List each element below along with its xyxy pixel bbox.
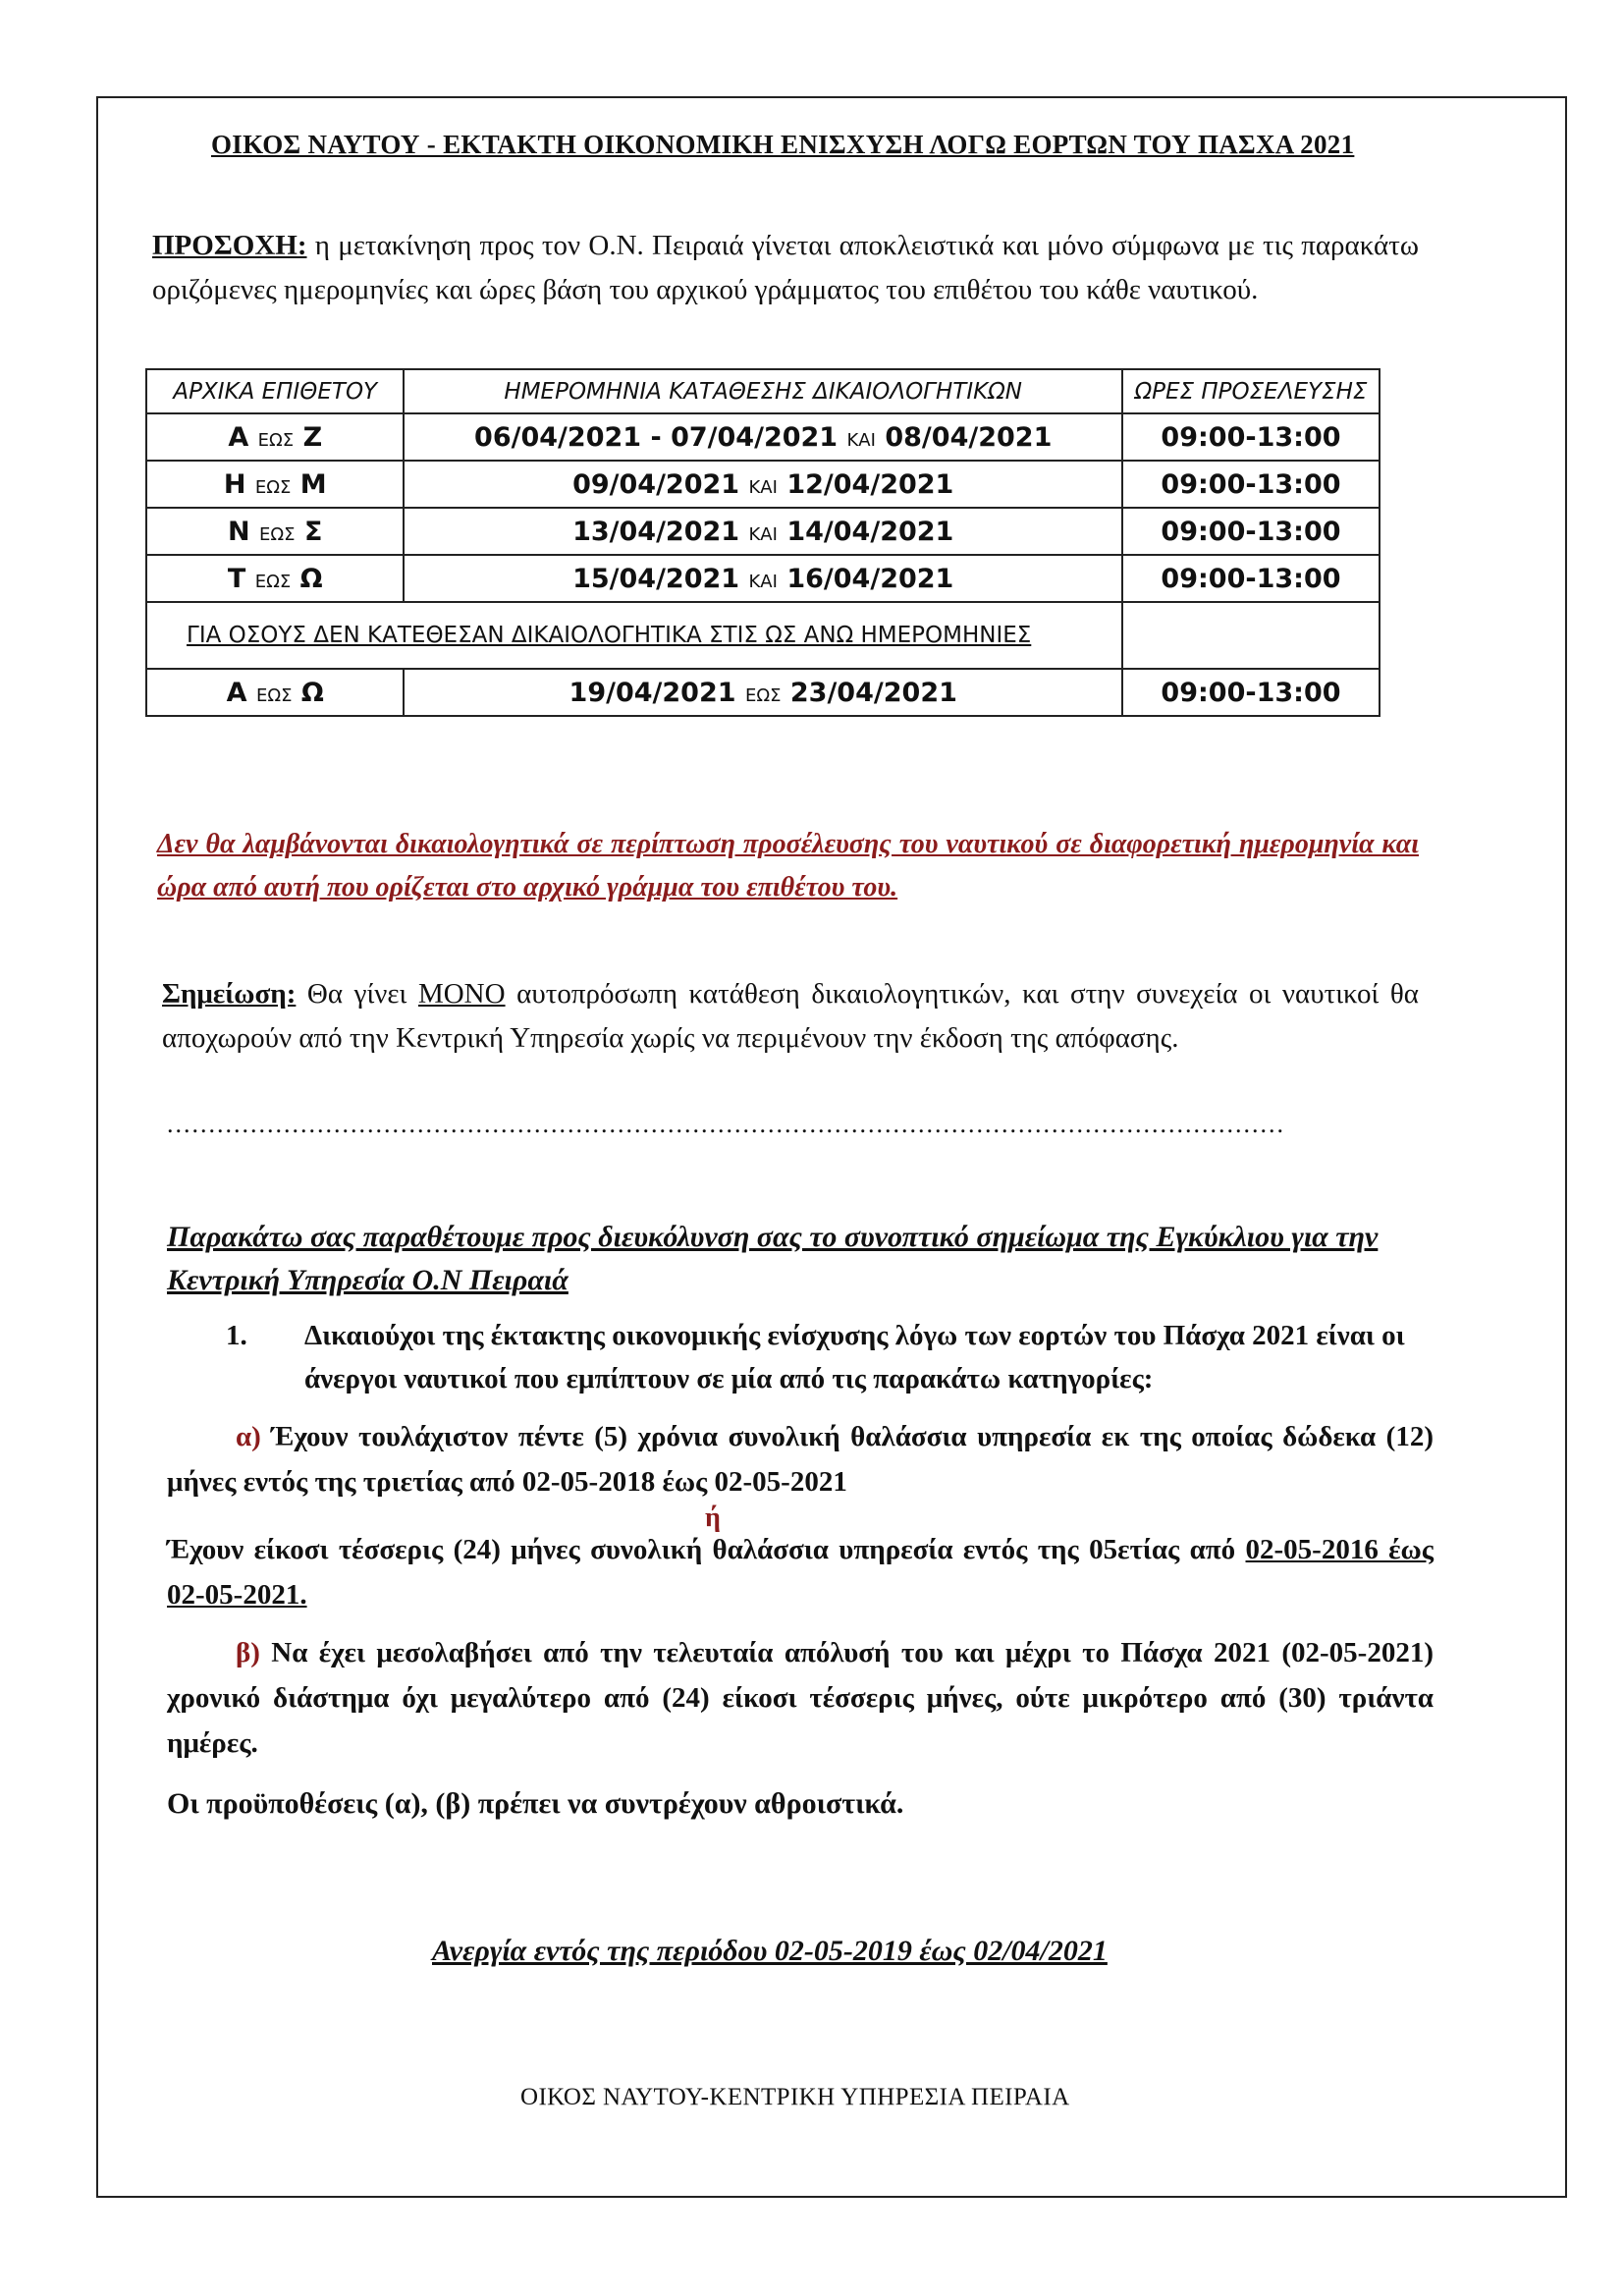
item-1 [226,1314,1419,1400]
condition-b [167,1630,1434,1766]
condition-a-alt [167,1527,1434,1617]
initials-cell: Η ΕΩΣ Μ [146,461,404,508]
initials-cell: Α ΕΩΣ Ω [146,669,404,716]
condition-a-alt-dates: 02-05-2016 έως 02-05-2021. [167,1534,1434,1611]
note-emphasis: ΜΟΝΟ [417,978,506,1010]
condition-a-text: Έχουν τουλάχιστον πέντε (5) χρόνια συνολική θαλάσσια υπηρεσία εκ της οποίας δώδεκα (12) μήνες εντός της τριετίας από 02-05-2018 έως 02-05-2021 [167,1421,1434,1498]
hours-cell: 09:00-13:00 [1122,461,1380,508]
header-hours: ΩΡΕΣ ΠΡΟΣΕΛΕΥΣΗΣ [1122,369,1380,413]
note-label: Σημείωση: [162,978,297,1010]
dates-cell: 15/04/2021 ΚΑΙ 16/04/2021 [404,555,1121,602]
condition-a-alt-text: Έχουν είκοσι τέσσερις (24) μήνες συνολική θαλάσσια υπηρεσία εντός της 05ετίας από [167,1534,1246,1565]
empty-cell [1122,602,1380,669]
initials-cell: Τ ΕΩΣ Ω [146,555,404,602]
hours-cell: 09:00-13:00 [1122,413,1380,461]
table-late-row [146,669,1380,716]
initials-cell: Α ΕΩΣ Ζ [146,413,404,461]
table-row [146,555,1380,602]
document-title: ΟΙΚΟΣ ΝΑΥΤΟΥ - ΕΚΤΑΚΤΗ ΟΙΚΟΝΟΜΙΚΗ ΕΝΙΣΧΥΣΗ ΛΟΓΩ ΕΟΡΤΩΝ ΤΟΥ ΠΑΣΧΑ 2021 [211,130,1355,159]
dates-cell: 19/04/2021 ΕΩΣ 23/04/2021 [404,669,1121,716]
table-late-label-row [146,602,1380,669]
header-initials: ΑΡΧΙΚΑ ΕΠΙΘΕΤΟΥ [146,369,404,413]
hours-cell: 09:00-13:00 [1122,555,1380,602]
or-separator: ή [705,1503,721,1533]
warning-text: Δεν θα λαμβάνονται δικαιολογητικά σε περίπτωση προσέλευσης του ναυτικού σε διαφορετική ημερομηνία και ώρα από αυτή που ορίζεται στο αρχικό γράμμα του επιθέτου του. [157,829,1419,902]
condition-b-text: Να έχει μεσολαβήσει από την τελευταία απόλυσή του και μέχρι το Πάσχα 2021 (02-05-2021) χρονικό διάστημα όχι μεγαλύτερο από (24) είκοσι τέσσερις μήνες, ούτε μικρότερο από (30) τριάντα ημέρες. [167,1637,1434,1759]
condition-a-marker: α) [236,1421,261,1452]
table-row [146,508,1380,555]
table-row [146,413,1380,461]
condition-b-marker: β) [236,1637,260,1668]
initials-cell: Ν ΕΩΣ Σ [146,508,404,555]
unemployment-period: Ανεργία εντός της περιόδου 02-05-2019 έως 02/04/2021 [432,1935,1108,1967]
notice-label: ΠΡΟΣΟΧΗ: [152,230,307,261]
dotted-separator: ...................................................................................................................................... [167,1110,1285,1138]
schedule-table [145,368,1380,717]
dates-cell: 09/04/2021 ΚΑΙ 12/04/2021 [404,461,1121,508]
item-text: Δικαιούχοι της έκτακτης οικονομικής ενίσχυσης λόγω των εορτών του Πάσχα 2021 είναι οι άνεργοι ναυτικοί που εμπίπτουν σε μία από τις παρακάτω κατηγορίες: [304,1320,1405,1394]
note-text: αυτοπρόσωπη κατάθεση δικαιολογητικών, και στην συνεχεία οι ναυτικοί θα αποχωρούν από την Κεντρική Υπηρεσία χωρίς να περιμένουν την έκδοση της απόφασης. [162,978,1419,1054]
item-number: 1. [226,1320,247,1351]
notice-paragraph [152,224,1419,312]
note-pre: Θα γίνει [296,978,418,1010]
hours-cell: 09:00-13:00 [1122,669,1380,716]
dates-cell: 06/04/2021 - 07/04/2021 ΚΑΙ 08/04/2021 [404,413,1121,461]
header-dates: ΗΜΕΡΟΜΗΝΙΑ ΚΑΤΑΘΕΣΗΣ ΔΙΚΑΙΟΛΟΓΗΤΙΚΩΝ [404,369,1121,413]
summary-heading: Παρακάτω σας παραθέτουμε προς διευκόλυνση σας το συνοπτικό σημείωμα της Εγκύκλιου για την Κεντρική Υπηρεσία Ο.Ν Πειραιά [167,1221,1379,1296]
condition-a [167,1414,1434,1504]
table-header-row [146,369,1380,413]
footer-text: ΟΙΚΟΣ ΝΑΥΤΟΥ-ΚΕΝΤΡΙΚΗ ΥΠΗΡΕΣΙΑ ΠΕΙΡΑΙΑ [520,2084,1070,2110]
cumulative-note: Οι προϋποθέσεις (α), (β) πρέπει να συντρέχουν αθροιστικά. [167,1787,904,1820]
table-row [146,461,1380,508]
late-label: ΓΙΑ ΟΣΟΥΣ ΔΕΝ ΚΑΤΕΘΕΣΑΝ ΔΙΚΑΙΟΛΟΓΗΤΙΚΑ ΣΤΙΣ ΩΣ ΑΝΩ ΗΜΕΡΟΜΗΝΙΕΣ [146,602,1122,669]
dates-cell: 13/04/2021 ΚΑΙ 14/04/2021 [404,508,1121,555]
note-paragraph [162,972,1419,1061]
notice-text: η μετακίνηση προς τον Ο.Ν. Πειραιά γίνεται αποκλειστικά και μόνο σύμφωνα με τις παρακάτω οριζόμενες ημερομηνίες και ώρες βάση του αρχικού γράμματος του επιθέτου του κάθε ναυτικού. [152,230,1419,305]
hours-cell: 09:00-13:00 [1122,508,1380,555]
